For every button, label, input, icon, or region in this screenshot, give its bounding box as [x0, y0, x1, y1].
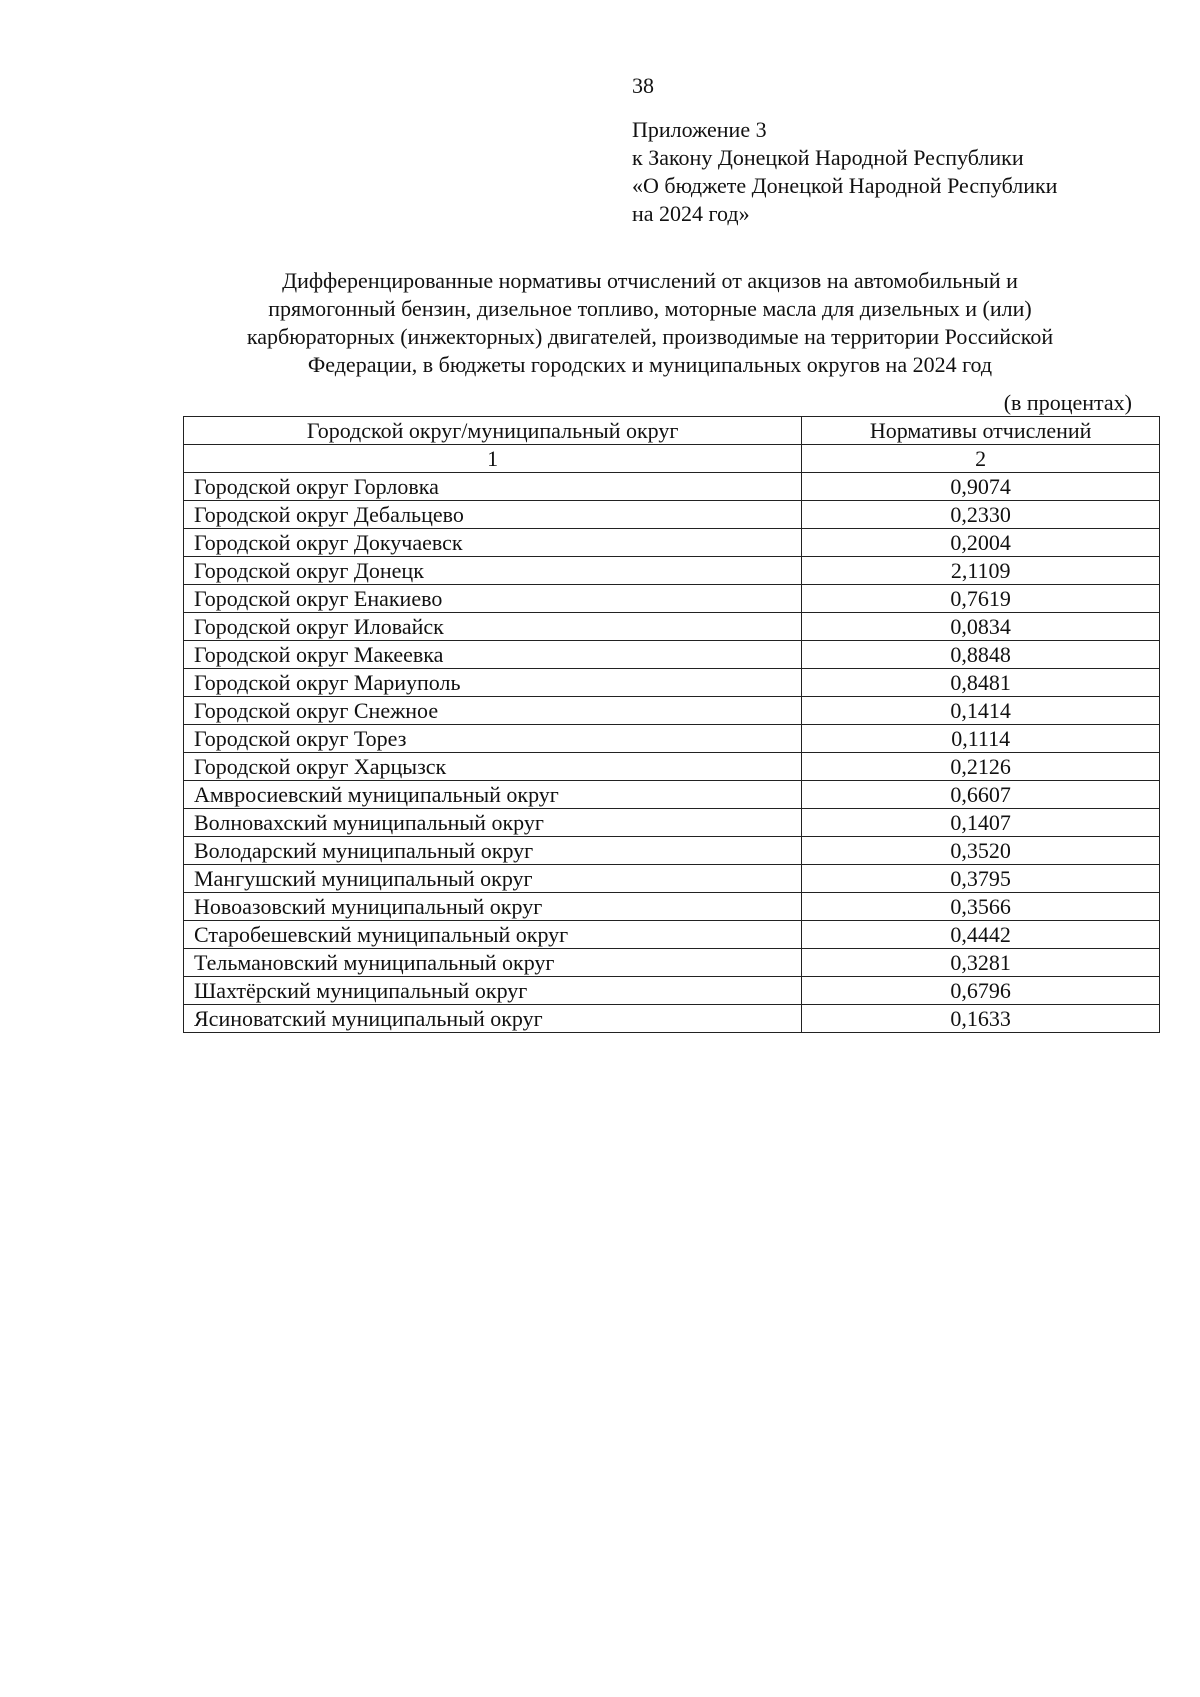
norm-value-cell: 0,1407: [802, 809, 1160, 837]
district-name-cell: Городской округ Донецк: [184, 557, 802, 585]
appendix-line: «О бюджете Донецкой Народной Республики: [632, 173, 1058, 198]
table-row: [184, 753, 1160, 781]
column-number: 1: [184, 445, 802, 473]
norm-value-cell: 0,0834: [802, 613, 1160, 641]
table-row: [184, 669, 1160, 697]
table-row: [184, 501, 1160, 529]
district-name-cell: Старобешевский муниципальный округ: [184, 921, 802, 949]
norm-value-cell: 0,4442: [802, 921, 1160, 949]
district-name-cell: Шахтёрский муниципальный округ: [184, 977, 802, 1005]
norm-value-cell: 0,6796: [802, 977, 1160, 1005]
norm-value-cell: 0,9074: [802, 473, 1160, 501]
norm-value-cell: 0,3520: [802, 837, 1160, 865]
district-name-cell: Амвросиевский муниципальный округ: [184, 781, 802, 809]
norm-value-cell: 0,7619: [802, 585, 1160, 613]
title-line: карбюраторных (инжекторных) двигателей, производимые на территории Российской: [246, 324, 1054, 349]
table-row: [184, 921, 1160, 949]
table-row: [184, 585, 1160, 613]
document-title: [180, 267, 1120, 379]
table-row: [184, 529, 1160, 557]
norm-value-cell: 0,3566: [802, 893, 1160, 921]
district-name-cell: Волновахский муниципальный округ: [184, 809, 802, 837]
page-number: 38: [632, 73, 654, 98]
title-line: Дифференцированные нормативы отчислений от акцизов на автомобильный и: [282, 268, 1018, 293]
table-row: [184, 865, 1160, 893]
norm-value-cell: 0,6607: [802, 781, 1160, 809]
district-name-cell: Городской округ Торез: [184, 725, 802, 753]
norm-value-cell: 0,2330: [802, 501, 1160, 529]
header-norms: Нормативы отчислений: [802, 417, 1160, 445]
column-number: 2: [802, 445, 1160, 473]
table-body: [184, 473, 1160, 1033]
norm-value-cell: 0,2004: [802, 529, 1160, 557]
norm-value-cell: 0,8848: [802, 641, 1160, 669]
table-row: [184, 949, 1160, 977]
district-name-cell: Городской округ Харцызск: [184, 753, 802, 781]
norm-value-cell: 0,8481: [802, 669, 1160, 697]
table-row: [184, 837, 1160, 865]
title-line: Федерации, в бюджеты городских и муниципальных округов на 2024 год: [307, 352, 993, 377]
district-name-cell: Городской округ Снежное: [184, 697, 802, 725]
district-name-cell: Новоазовский муниципальный округ: [184, 893, 802, 921]
district-name-cell: Городской округ Мариуполь: [184, 669, 802, 697]
appendix-line: на 2024 год»: [632, 201, 750, 226]
appendix-reference: [632, 116, 1057, 228]
table-header-row: [184, 417, 1160, 445]
table-row: [184, 893, 1160, 921]
district-name-cell: Мангушский муниципальный округ: [184, 865, 802, 893]
table-row: [184, 1005, 1160, 1033]
table-row: [184, 557, 1160, 585]
district-name-cell: Тельмановский муниципальный округ: [184, 949, 802, 977]
district-name-cell: Ясиноватский муниципальный округ: [184, 1005, 802, 1033]
norm-value-cell: 0,1414: [802, 697, 1160, 725]
norm-value-cell: 0,2126: [802, 753, 1160, 781]
district-name-cell: Городской округ Енакиево: [184, 585, 802, 613]
table-row: [184, 641, 1160, 669]
norm-value-cell: 2,1109: [802, 557, 1160, 585]
column-number-row: [184, 445, 1160, 473]
header-district: Городской округ/муниципальный округ: [184, 417, 802, 445]
title-line: прямогонный бензин, дизельное топливо, моторные масла для дизельных и (или): [268, 296, 1032, 321]
table-row: [184, 809, 1160, 837]
district-name-cell: Городской округ Дебальцево: [184, 501, 802, 529]
table-row: [184, 473, 1160, 501]
norms-table: [183, 416, 1160, 1033]
table-row: [184, 977, 1160, 1005]
district-name-cell: Городской округ Горловка: [184, 473, 802, 501]
district-name-cell: Городской округ Докучаевск: [184, 529, 802, 557]
table-row: [184, 781, 1160, 809]
appendix-line: к Закону Донецкой Народной Республики: [632, 145, 1024, 170]
appendix-line: Приложение 3: [632, 117, 767, 142]
units-note: (в процентах): [1003, 390, 1132, 415]
table-row: [184, 725, 1160, 753]
norm-value-cell: 0,1633: [802, 1005, 1160, 1033]
norm-value-cell: 0,3795: [802, 865, 1160, 893]
norm-value-cell: 0,3281: [802, 949, 1160, 977]
norm-value-cell: 0,1114: [802, 725, 1160, 753]
district-name-cell: Городской округ Иловайск: [184, 613, 802, 641]
table-row: [184, 613, 1160, 641]
table-row: [184, 697, 1160, 725]
district-name-cell: Городской округ Макеевка: [184, 641, 802, 669]
district-name-cell: Володарский муниципальный округ: [184, 837, 802, 865]
